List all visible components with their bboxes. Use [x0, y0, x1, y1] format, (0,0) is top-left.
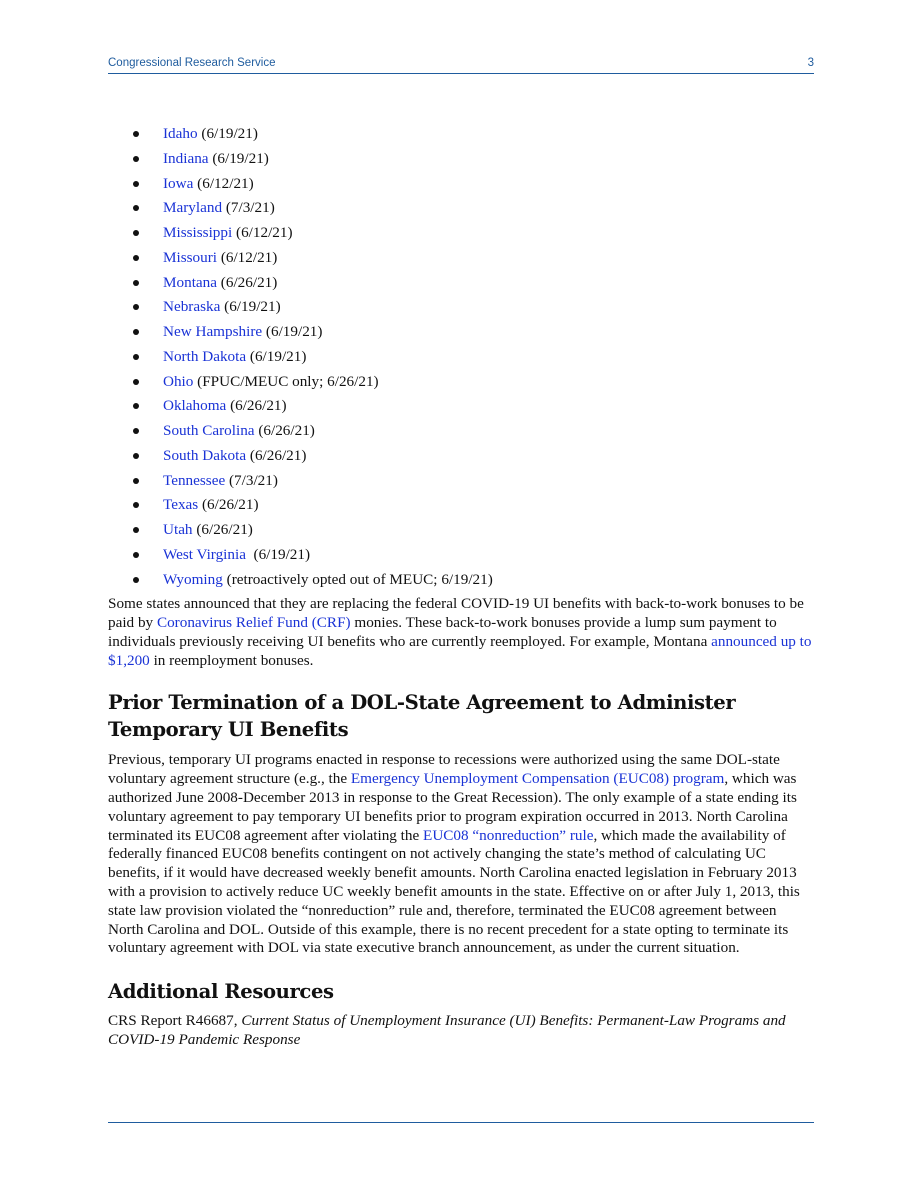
- list-item: [108, 544, 814, 569]
- state-date: (6/26/21): [226, 397, 287, 415]
- resource-citation: [108, 1012, 814, 1050]
- section-heading-additional-resources: Additional Resources: [108, 980, 334, 1004]
- state-link-north-dakota[interactable]: North Dakota: [163, 347, 247, 365]
- report-prefix: CRS Report R46687,: [108, 1012, 242, 1030]
- state-link-tennessee[interactable]: Tennessee: [163, 471, 226, 489]
- state-link-texas[interactable]: Texas: [163, 496, 199, 514]
- state-date: (retroactively opted out of MEUC; 6/19/21): [222, 570, 493, 588]
- list-item: [108, 123, 814, 148]
- states-list: [108, 123, 814, 593]
- page-number: 3: [807, 57, 814, 69]
- state-link-montana[interactable]: Montana: [163, 273, 217, 291]
- text-run: , which was authorized June 2008-December 2013 in response to the Great Recession). The only example of a state ending its voluntary agreement to pay temporary UI benefits prior to program expiration occurred in 2013. North Carolina terminated its EUC08 agreement after violating the: [108, 770, 797, 844]
- list-item: [108, 470, 814, 495]
- list-item: [108, 519, 814, 544]
- bullet-icon: [133, 156, 139, 162]
- state-date: (6/19/21): [197, 125, 258, 142]
- bullet-icon: [133, 403, 139, 409]
- list-item: [108, 420, 814, 445]
- footer-rule: [108, 1122, 814, 1123]
- list-item: [108, 321, 814, 346]
- state-link-mississippi[interactable]: Mississippi: [163, 224, 233, 241]
- bullet-icon: [133, 552, 139, 558]
- state-date: (6/12/21): [232, 224, 293, 241]
- state-link-nebraska[interactable]: Nebraska: [163, 298, 221, 316]
- state-link-missouri[interactable]: Missouri: [163, 248, 218, 266]
- state-date: (6/26/21): [217, 273, 278, 291]
- state-link-wyoming[interactable]: Wyoming: [163, 570, 223, 588]
- state-link-ohio[interactable]: Ohio: [163, 372, 194, 390]
- state-link-idaho[interactable]: Idaho: [163, 125, 198, 142]
- state-link-utah[interactable]: Utah: [163, 521, 193, 538]
- bullet-icon: [133, 181, 139, 187]
- page-header: [108, 57, 814, 73]
- text-run: Some states announced that they are replacing the federal COVID-19 UI benefits with back-to-work bonuses to be paid by: [108, 595, 804, 632]
- nonreduction-rule-link[interactable]: EUC08 “nonreduction” rule: [423, 826, 594, 844]
- text-run: in reemployment bonuses.: [149, 651, 314, 669]
- state-link-oklahoma[interactable]: Oklahoma: [163, 397, 227, 415]
- list-item: [108, 173, 814, 198]
- list-item: [108, 148, 814, 173]
- state-date: (6/26/21): [192, 521, 253, 538]
- bullet-icon: [133, 379, 139, 385]
- montana-bonus-link[interactable]: announced up to $1,200: [108, 632, 812, 669]
- state-date: (7/3/21): [222, 199, 275, 217]
- state-link-indiana[interactable]: Indiana: [163, 149, 209, 167]
- bullet-icon: [133, 255, 139, 261]
- bullet-icon: [133, 428, 139, 434]
- section-heading-prior-termination: Prior Termination of a DOL-State Agreement to Administer Temporary UI Benefits: [108, 691, 736, 742]
- state-date: (6/12/21): [193, 174, 254, 192]
- bullet-icon: [133, 131, 139, 137]
- state-date: (6/19/21): [246, 347, 307, 365]
- report-title: Current Status of Unemployment Insurance (UI) Benefits: Permanent-Law Programs and COVID-19 Pandemic Response: [108, 1012, 786, 1048]
- header-source: Congressional Research Service: [108, 57, 276, 69]
- state-link-south-dakota[interactable]: South Dakota: [163, 446, 247, 464]
- bullet-icon: [133, 304, 139, 310]
- bonus-paragraph: [108, 595, 814, 670]
- list-item: [108, 272, 814, 297]
- euc08-program-link[interactable]: Emergency Unemployment Compensation (EUC08) program: [350, 770, 725, 788]
- bullet-icon: [133, 478, 139, 484]
- state-date: (6/19/21): [245, 545, 311, 563]
- state-link-west-virginia[interactable]: West Virginia: [163, 545, 246, 563]
- bullet-icon: [133, 205, 139, 211]
- state-date: (7/3/21): [225, 471, 278, 489]
- bullet-icon: [133, 577, 139, 583]
- list-item: [108, 445, 814, 470]
- list-item: [108, 371, 814, 396]
- state-link-new-hampshire[interactable]: New Hampshire: [163, 323, 263, 340]
- list-item: [108, 494, 814, 519]
- text-run: , which made the availability of federally financed EUC08 benefits contingent on not actively changing the state’s method of calculating UC benefits, if it would have decreased weekly benefit amounts. North Carolina enacted legislation in February 2013 with a provision to actively reduce UC weekly benefit amounts in the state. Effective on or after July 1, 2013, this state law provision violated the “nonreduction” rule and, therefore, terminated the EUC08 agreement between North Carolina and DOL. Outside of this example, there is no recent precedent for a state opting to terminate its voluntary agreement with DOL via state executive branch announcement, as under the current situation.: [108, 826, 800, 957]
- list-item: [108, 197, 814, 222]
- text-run: Previous, temporary UI programs enacted in response to recessions were authorized using the same DOL-state voluntary agreement structure (e.g., the: [108, 751, 780, 788]
- state-date: (6/19/21): [262, 323, 323, 340]
- bullet-icon: [133, 329, 139, 335]
- bullet-icon: [133, 230, 139, 236]
- text-run: monies. These back-to-work bonuses provide a lump sum payment to individuals previously receiving UI benefits who are currently reemployed. For example, Montana: [108, 614, 777, 650]
- bullet-icon: [133, 280, 139, 286]
- state-date: (6/26/21): [198, 496, 259, 514]
- list-item: [108, 395, 814, 420]
- main-content: [108, 123, 814, 1050]
- list-item: [108, 346, 814, 371]
- bullet-icon: [133, 453, 139, 459]
- state-link-maryland[interactable]: Maryland: [163, 199, 223, 217]
- state-date: (6/26/21): [254, 422, 315, 439]
- list-item: [108, 247, 814, 272]
- list-item: [108, 569, 814, 594]
- state-date: (6/26/21): [246, 446, 307, 464]
- state-date: (6/12/21): [217, 248, 278, 266]
- state-link-south-carolina[interactable]: South Carolina: [163, 422, 255, 439]
- prior-termination-paragraph: [108, 751, 814, 958]
- state-date: (6/19/21): [220, 298, 281, 316]
- bullet-icon: [133, 502, 139, 508]
- bullet-icon: [133, 354, 139, 360]
- list-item: [108, 296, 814, 321]
- state-date: (FPUC/MEUC only; 6/26/21): [193, 372, 379, 390]
- list-item: [108, 222, 814, 247]
- header-rule: [108, 73, 814, 74]
- state-date: (6/19/21): [208, 149, 269, 167]
- crf-link[interactable]: Coronavirus Relief Fund (CRF): [156, 614, 351, 632]
- bullet-icon: [133, 527, 139, 533]
- state-link-iowa[interactable]: Iowa: [163, 174, 194, 192]
